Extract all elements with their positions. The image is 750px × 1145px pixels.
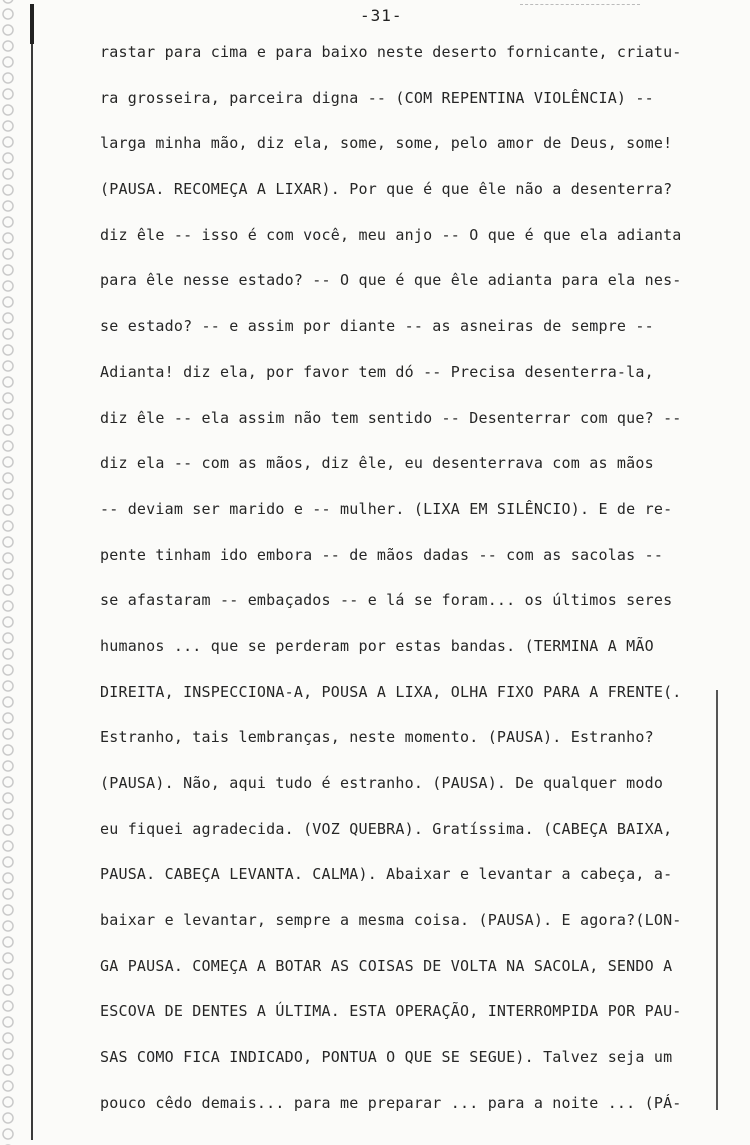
page-number: -31- [360, 6, 403, 25]
typed-text-block [100, 42, 710, 1139]
left-margin-rule [31, 4, 33, 1140]
text-line: Estranho, tais lembranças, neste momento. (PAUSA). Estranho? [100, 728, 654, 747]
text-line: Adianta! diz ela, por favor tem dó -- Precisa desenterra-la, [100, 362, 654, 381]
text-line: DIREITA, INSPECCIONA-A, POUSA A LIXA, OLHA FIXO PARA A FRENTE(. [100, 682, 682, 701]
text-line: GA PAUSA. COMEÇA A BOTAR AS COISAS DE VOLTA NA SACOLA, SENDO A [100, 956, 673, 975]
text-line: rastar para cima e para baixo neste deserto fornicante, criatu- [100, 43, 682, 61]
text-line: (PAUSA. RECOMEÇA A LIXAR). Por que é que êle não a desenterra? [100, 180, 673, 199]
text-line: se estado? -- e assim por diante -- as asneiras de sempre -- [100, 317, 654, 336]
text-line: para êle nesse estado? -- O que é que êle adianta para ela nes- [100, 271, 682, 290]
text-line: SAS COMO FICA INDICADO, PONTUA O QUE SE SEGUE). Talvez seja um [100, 1048, 673, 1067]
right-margin-rule [716, 690, 718, 1110]
text-line: diz êle -- ela assim não tem sentido -- Desenterrar com que? -- [100, 408, 682, 427]
punch-holes-margin [0, 0, 30, 1145]
text-line: PAUSA. CABEÇA LEVANTA. CALMA). Abaixar e levantar a cabeça, a- [100, 865, 673, 884]
top-faint-mark [520, 4, 640, 6]
text-line: pouco cêdo demais... para me preparar ... para a noite ... (PÁ- [100, 1093, 682, 1112]
text-line: baixar e levantar, sempre a mesma coisa. (PAUSA). E agora?(LON- [100, 911, 682, 930]
text-line: pente tinham ido embora -- de mãos dadas -- com as sacolas -- [100, 545, 664, 564]
text-line: se afastaram -- embaçados -- e lá se foram... os últimos seres [100, 591, 673, 610]
text-line: humanos ... que se perderam por estas bandas. (TERMINA A MÃO [100, 636, 654, 655]
text-line: (PAUSA). Não, aqui tudo é estranho. (PAUSA). De qualquer modo [100, 774, 664, 792]
text-line: ra grosseira, parceira digna -- (COM REPENTINA VIOLÊNCIA) -- [100, 88, 654, 107]
text-line: eu fiquei agradecida. (VOZ QUEBRA). Gratíssima. (CABEÇA BAIXA, [100, 819, 673, 838]
text-line: diz êle -- isso é com você, meu anjo -- O que é que ela adianta [100, 225, 682, 244]
text-line: -- deviam ser marido e -- mulher. (LIXA EM SILÊNCIO). E de re- [100, 499, 673, 518]
left-margin-rule-top [30, 4, 34, 44]
text-line: ESCOVA DE DENTES A ÚLTIMA. ESTA OPERAÇÃO, INTERROMPIDA POR PAU- [100, 1002, 682, 1021]
text-line: larga minha mão, diz ela, some, some, pelo amor de Deus, some! [100, 134, 673, 153]
text-line: diz ela -- com as mãos, diz êle, eu desenterrava com as mãos [100, 454, 654, 473]
